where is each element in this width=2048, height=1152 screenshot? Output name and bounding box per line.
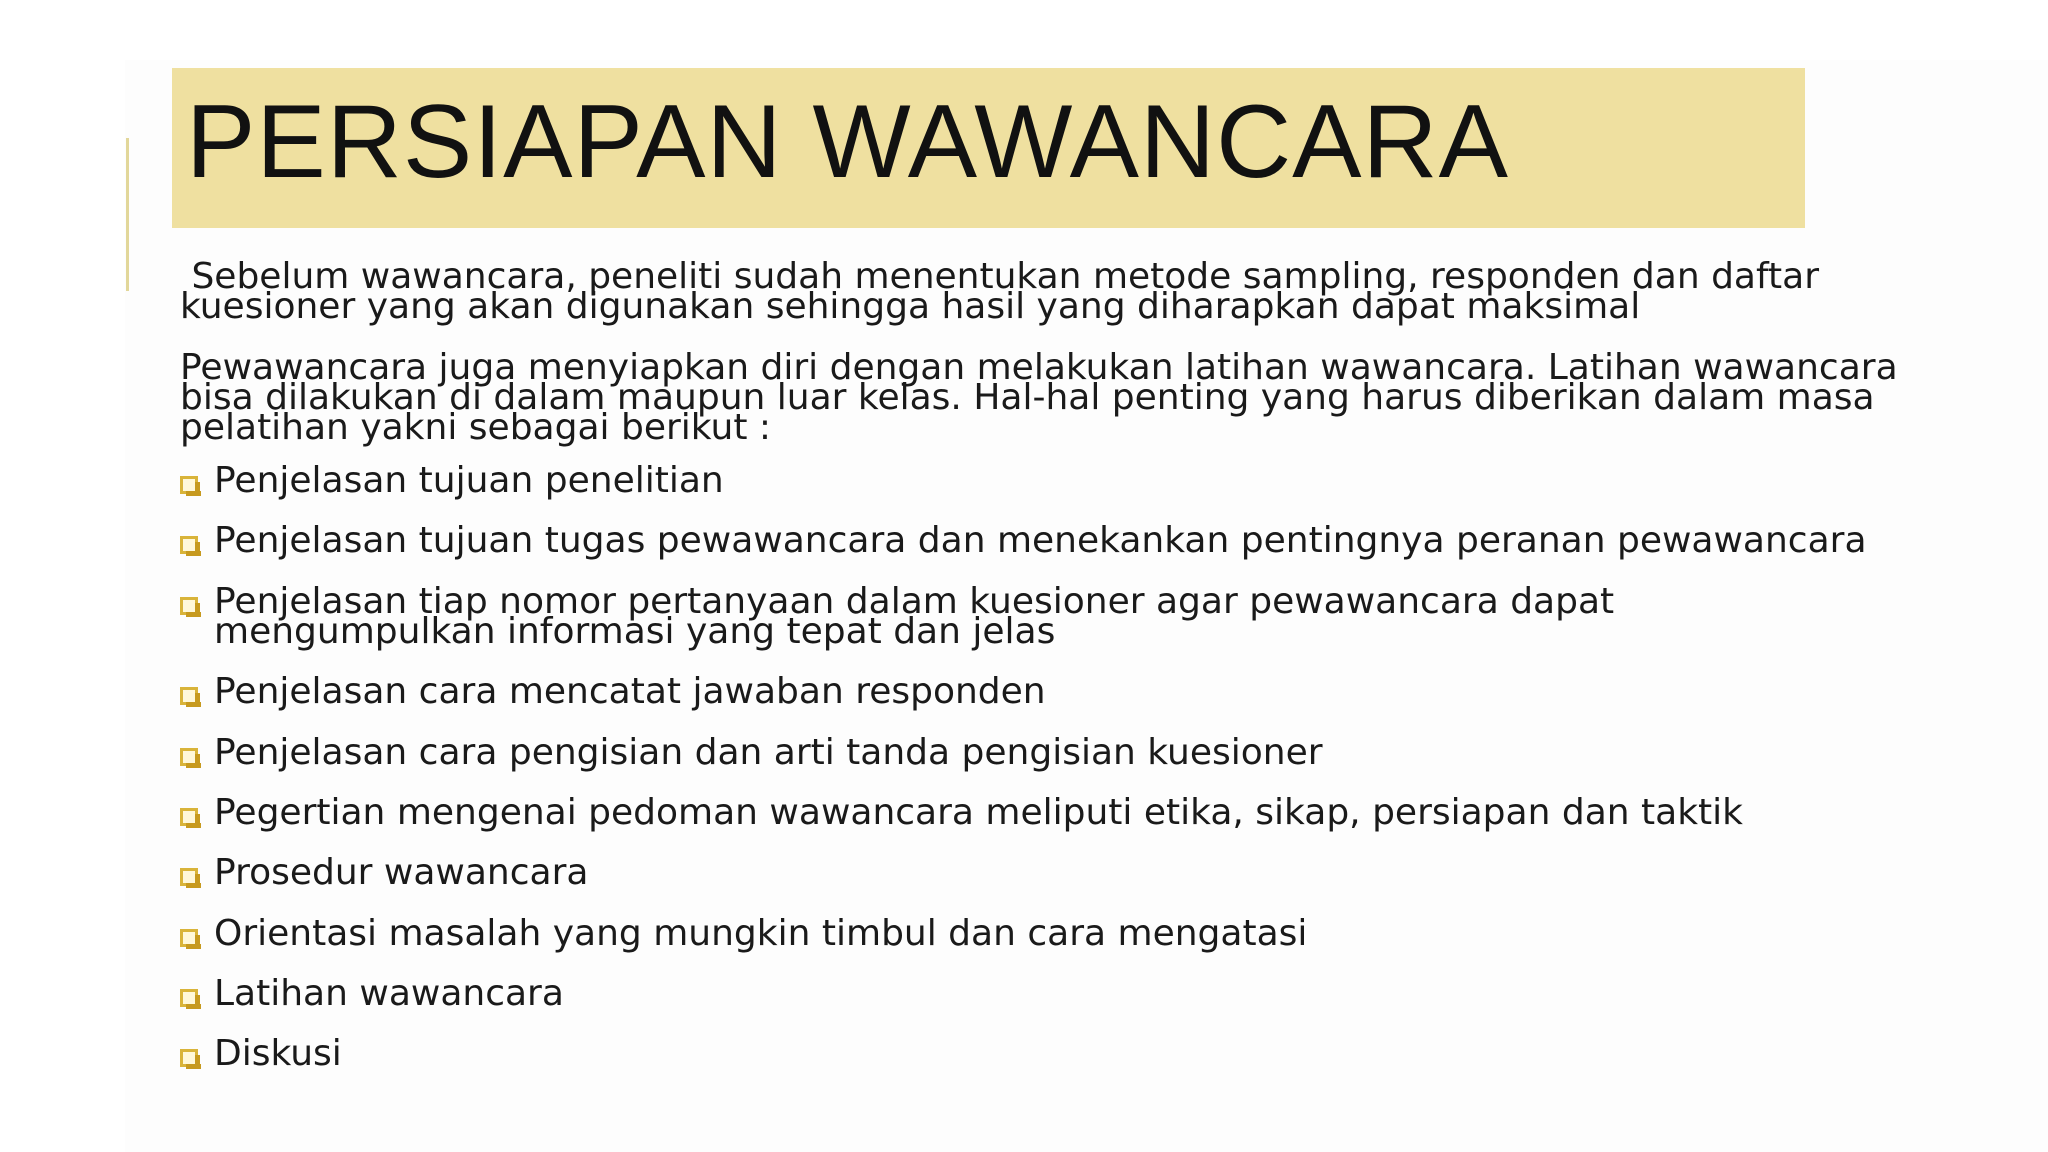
intro-paragraph: Sebelum wawancara, peneliti sudah menentukan metode sampling, responden dan daftar kuesioner yang akan digunakan sehingga hasil yang diharapkan dapat maksimal [180,256,1820,327]
list-item [180,973,564,1014]
square-bullet-icon [180,687,198,705]
square-bullet-icon [180,808,198,826]
square-bullet-icon [180,929,198,947]
list-item [180,460,724,501]
square-bullet-icon [180,1049,198,1067]
list-item [180,732,1323,773]
list-item-text: Penjelasan cara pengisian dan arti tanda pengisian kuesioner [214,732,1323,773]
square-bullet-icon [180,476,198,494]
square-bullet-icon [180,989,198,1007]
list-item [180,852,589,893]
square-bullet-icon [180,868,198,886]
list-item-text: Pegertian mengenai pedoman wawancara meliputi etika, sikap, persiapan dan taktik [214,792,1744,833]
list-item-text: Penjelasan tiap nomor pertanyaan dalam kuesioner agar pewawancara dapat mengumpulkan informasi yang tepat dan jelas [214,581,1615,652]
list-item-text: Latihan wawancara [214,973,564,1014]
list-item-text: Prosedur wawancara [214,852,589,893]
list-item-text: Penjelasan cara mencatat jawaban responden [214,671,1046,712]
list-item [180,671,1046,712]
slide-title: PERSIAPAN WAWANCARA [186,84,1510,200]
list-item [180,1033,342,1074]
list-item-text: Orientasi masalah yang mungkin timbul dan cara mengatasi [214,913,1308,954]
square-bullet-icon [180,748,198,766]
square-bullet-icon [180,536,198,554]
list-item [180,913,1308,954]
list-item-text: Penjelasan tujuan penelitian [214,460,724,501]
list-item [180,581,1615,652]
list-item-text: Diskusi [214,1033,342,1074]
list-item [180,792,1744,833]
square-bullet-icon [180,597,198,615]
training-paragraph: Pewawancara juga menyiapkan diri dengan melakukan latihan wawancara. Latihan wawancara bisa dilakukan di dalam maupun luar kelas. Hal-hal penting yang harus diberikan dalam masa pelatihan yakni sebagai berikut : [180,347,1898,448]
list-item [180,520,1867,561]
accent-line [126,138,129,291]
list-item-text: Penjelasan tujuan tugas pewawancara dan menekankan pentingnya peranan pewawancara [214,520,1867,561]
